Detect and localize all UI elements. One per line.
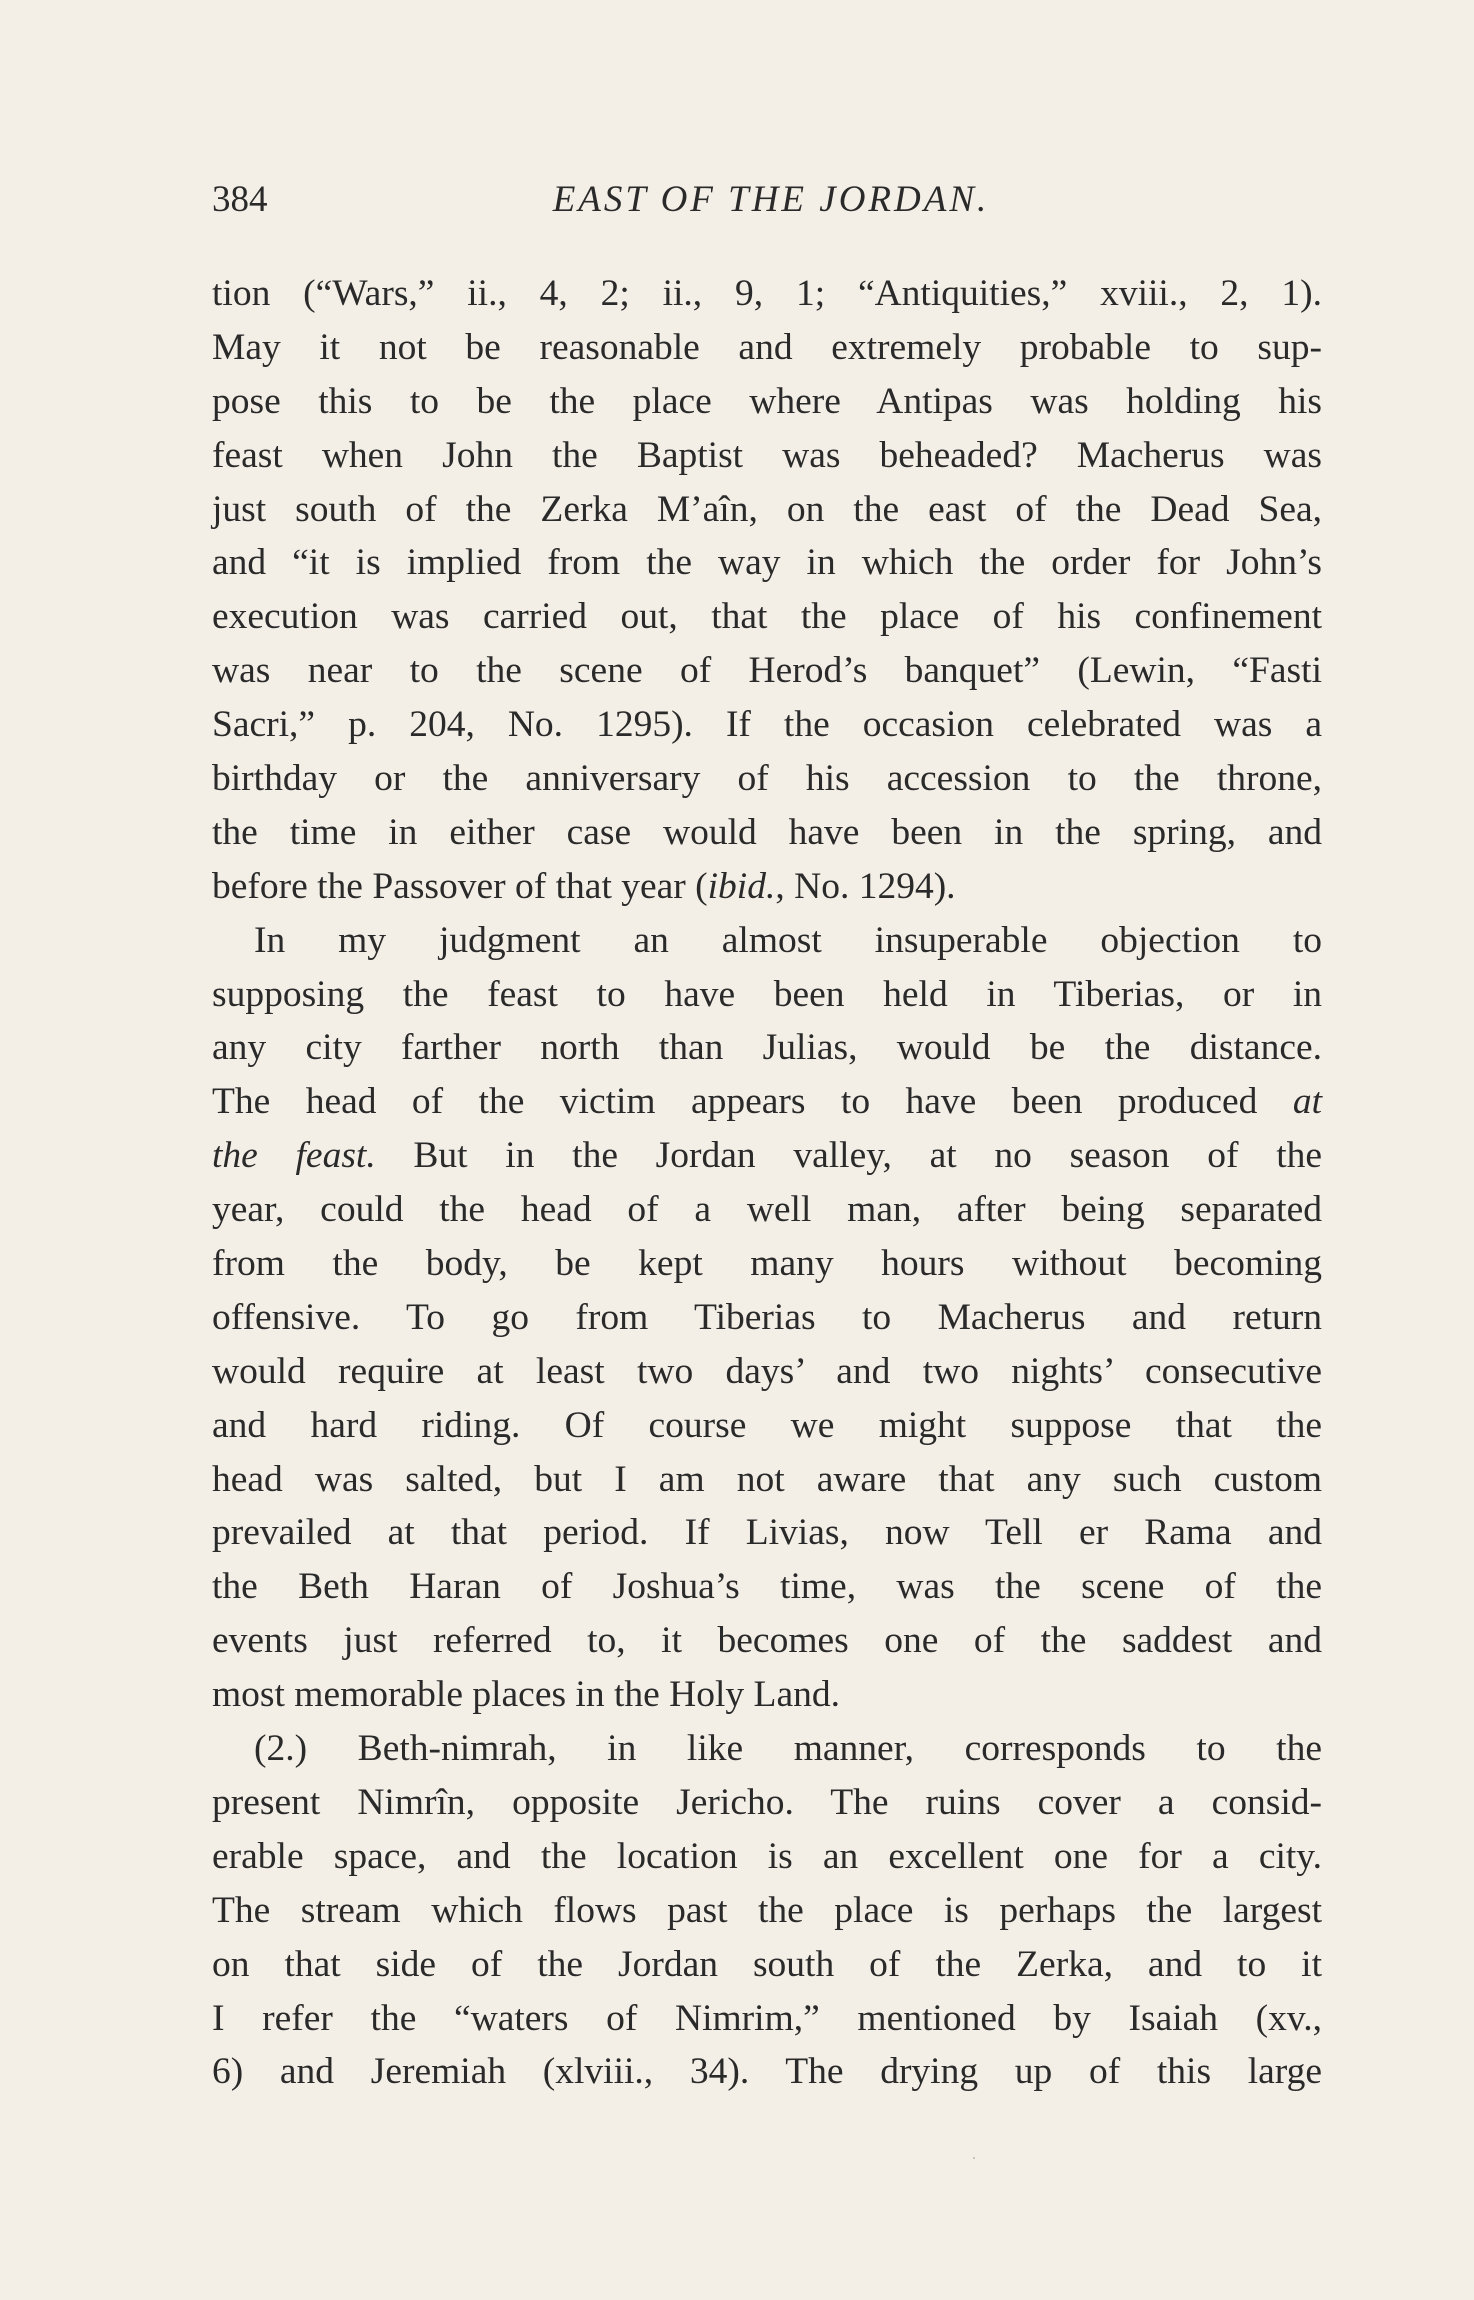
text-line: 6) and Jeremiah (xlviii., 34). The drying up of this large [212, 2051, 1322, 2093]
text-line: pose this to be the place where Antipas was holding his [212, 380, 1322, 422]
text-line: I refer the “waters of Nimrim,” mentioned by Isaiah (xv., [212, 1997, 1322, 2039]
text-segment: But in the Jordan valley, at no season of the [375, 1135, 1323, 1177]
text-segment: before the Passover of that year ( [212, 865, 708, 907]
text-line [212, 1075, 1322, 1129]
text-segment: The head of the victim appears to have been produced [212, 1081, 1258, 1123]
text-line: most memorable places in the Holy Land. [212, 1674, 840, 1716]
text-line: execution was carried out, that the place of his confinement [212, 596, 1322, 638]
italic-phrase: the feast. [212, 1135, 376, 1177]
text-line: and “it is implied from the way in which the order for John’s [212, 542, 1322, 584]
text-line: the time in either case would have been in the spring, and [212, 811, 1322, 853]
text-line: would require at least two days’ and two nights’ consecutive [212, 1350, 1322, 1392]
text-line: on that side of the Jordan south of the Zerka, and to it [212, 1943, 1322, 1985]
body-text [212, 267, 1322, 2099]
text-line: tion (“Wars,” ii., 4, 2; ii., 9, 1; “Antiquities,” xviii., 2, 1). [212, 273, 1322, 314]
text-line: (2.) Beth-nimrah, in like manner, corresponds to the [254, 1728, 1322, 1770]
text-line: In my judgment an almost insuperable objection to [254, 919, 1322, 961]
text-line: just south of the Zerka M’aîn, on the east of the Dead Sea, [212, 488, 1322, 530]
text-line: events just referred to, it becomes one of the saddest and [212, 1620, 1322, 1662]
text-line: Sacri,” p. 204, No. 1295). If the occasion celebrated was a [212, 704, 1322, 746]
page-speck: . [972, 2146, 976, 2163]
running-title: EAST OF THE JORDAN. [552, 179, 990, 220]
text-line: May it not be reasonable and extremely probable to sup- [212, 326, 1322, 368]
page-number: 384 [212, 179, 268, 220]
running-head [212, 178, 1330, 228]
italic-phrase: at [1292, 1081, 1323, 1123]
text-line: present Nimrîn, opposite Jericho. The ruins cover a consid- [212, 1781, 1322, 1823]
text-line: from the body, be kept many hours without becoming [212, 1243, 1322, 1285]
text-line: the Beth Haran of Joshua’s time, was the scene of the [212, 1566, 1322, 1608]
text-line [212, 860, 1322, 914]
text-line: offensive. To go from Tiberias to Macherus and return [212, 1296, 1322, 1338]
text-line: head was salted, but I am not aware that any such custom [212, 1458, 1322, 1500]
text-line: was near to the scene of Herod’s banquet” (Lewin, “Fasti [212, 650, 1322, 692]
text-line: prevailed at that period. If Livias, now Tell er Rama and [212, 1512, 1322, 1554]
text-line: feast when John the Baptist was beheaded? Macherus was [212, 434, 1322, 476]
text-line: any city farther north than Julias, would be the distance. [212, 1027, 1322, 1069]
italic-reference: ibid. [707, 865, 776, 907]
text-line: erable space, and the location is an excellent one for a city. [212, 1835, 1322, 1877]
text-segment: , No. 1294). [775, 865, 956, 907]
text-line: and hard riding. Of course we might suppose that the [212, 1404, 1322, 1446]
text-line: The stream which flows past the place is perhaps the largest [212, 1889, 1322, 1931]
text-line: supposing the feast to have been held in Tiberias, or in [212, 973, 1322, 1015]
text-line: year, could the head of a well man, after being separated [212, 1189, 1322, 1231]
text-line [212, 1129, 1322, 1183]
text-line: birthday or the anniversary of his accession to the throne, [212, 758, 1322, 800]
